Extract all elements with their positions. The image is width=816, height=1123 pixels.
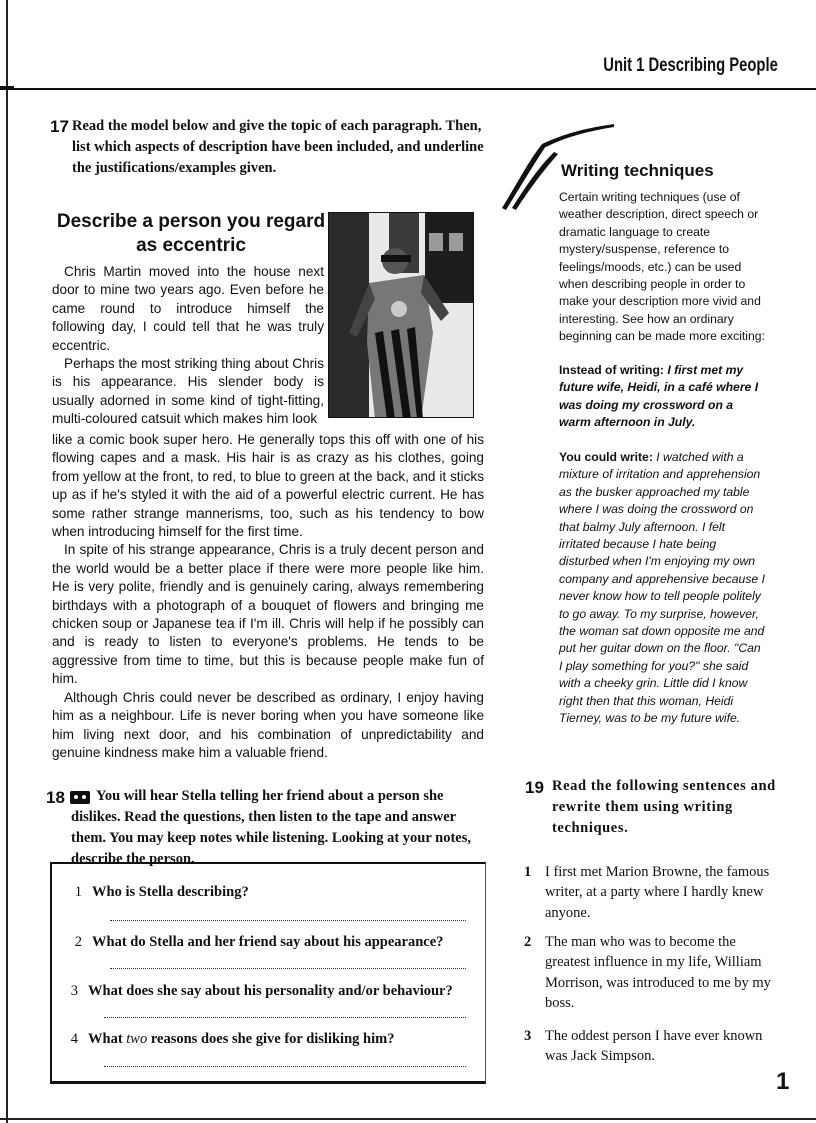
sentence-3 [524,1026,777,1067]
exercise-18-instructions: You will hear Stella telling her friend about a person she dislikes. Read the questions, then listen to the tape and answer them. You may keep notes while listening. Looking at your notes, describe the person. [71,788,471,867]
you-could-write-text: I watched with a mixture of irritation and apprehension as the busker approached my table where I was doing the crossword on that balmy July afternoon. I felt irritated because I hate being disturbed when I'm enjoying my own company and apprehensive because I never know how to tell people politely to go away. To my surprise, however, the woman sat down opposite me and put her guitar down on the floor. "Can I play something for you?" she said with a cheeky grin. Little did I know right then that this woman, Heidi Tierney, was to be my future wife. [559,450,765,726]
essay-paragraph-4: Although Chris could never be described as ordinary, I enjoy having him as a neighbour. Life is never boring when you have someone like him living next door, and his combination of unpredictability and genuine kindness make him a valuable friend. [52,689,484,760]
question-text-start: What [88,1031,127,1047]
answer-line-2[interactable] [110,968,466,969]
question-number: 1 [74,884,82,900]
essay-paragraph-1: Chris Martin moved into the house next door to mine two years ago. Even before he came round to introduce himself the following day, I could tell that he was truly eccentric. [52,264,324,353]
sentence-number: 1 [524,864,532,880]
instead-of-writing-text: I first met my future wife, Heidi, in a café where I was doing my crossword on a warm afternoon in July. [559,363,759,430]
essay-bottom-column [52,431,484,762]
exercise-19-number: 19 [525,778,544,797]
exercise-18-number: 18 [46,788,65,807]
essay-title: Describe a person you regard as eccentric [56,211,326,256]
exercise-19-instructions: Read the following sentences and rewrite them using writing techniques. [552,778,776,836]
answer-line-3[interactable] [104,1017,466,1018]
header-rule [0,88,816,90]
instead-of-writing-example [559,362,767,432]
photo-illustration [329,213,474,418]
question-text: Who is Stella describing? [92,884,249,900]
essay-paragraph-2-end: like a comic book super hero. He generally tops this off with one of his flowing capes and a mask. His hair is as crazy as his clothes, going from yellow at the front, to red, to blue to green at the back, and it sticks up as if he's styled it with the aid of a powerful electric current. He has some rather strange mannerisms, too, such as his tendency to bow when introducing himself for the first time. [52,432,484,540]
question-text-emphasis: two [126,1031,148,1047]
exercise-17-instructions: Read the model below and give the topic of each paragraph. Then, list which aspects of description have been included, and underline the justifications/examples given. [72,118,484,176]
question-3 [58,983,453,1000]
instead-of-writing-label: Instead of writing: [559,363,664,377]
answer-line-4[interactable] [104,1066,466,1067]
essay-top-column [52,263,324,429]
eccentric-person-photo [328,212,474,418]
sentence-text: The man who was to become the greatest influence in my life, William Morrison, was introduced to me by my boss. [545,934,771,1012]
unit-title: Unit 1 Describing People [603,55,778,76]
question-number: 3 [70,983,78,999]
you-could-write-example [559,449,767,728]
listening-questions-box [50,862,486,1084]
question-text-end: reasons does she give for disliking him? [147,1031,395,1047]
sentence-2 [524,932,777,1014]
writing-techniques-body: Certain writing techniques (use of weather description, direct speech or dramatic language to create mystery/suspense, reference to feelings/moods, etc.) can be used when describing people in order to make your description more vivid and interesting. See how an ordinary beginning can be made more exciting: [559,190,765,344]
question-2 [62,934,443,951]
sentence-1 [524,862,777,923]
you-could-write-label: You could write: [559,450,653,464]
exercise-17-number: 17 [50,117,69,136]
question-text: What does she say about his personality and/or behaviour? [88,983,453,999]
answer-line-1[interactable] [110,920,466,921]
question-4 [58,1031,394,1048]
question-number: 2 [74,934,82,950]
question-number: 4 [70,1031,78,1047]
page-left-border [6,0,8,1123]
question-1 [62,884,249,901]
essay-paragraph-2-start: Perhaps the most striking thing about Chris is his appearance. His slender body is usually adorned in some kind of tight-fitting, multi-coloured catsuit which makes him look [52,356,324,427]
essay-paragraph-3: In spite of his strange appearance, Chris is a truly decent person and the world would be a better place if there were more people like him. He is very polite, friendly and is genuinely caring, always remembering birthdays with a photograph of a bouquet of flowers and bringing me chicken soup or Japanese tea if I'm ill. Chris will help if he possibly can and is ready to listen to everyone's problems. He tends to be aggressive from time to time, but this is because people make fun of him. [52,542,484,687]
page-number: 1 [776,1068,790,1095]
sentence-text: I first met Marion Browne, the famous writer, at a party where I hardly knew anyone. [545,864,770,921]
sentence-text: The oddest person I have ever known was Jack Simpson. [545,1028,763,1065]
sentence-number: 2 [524,934,532,950]
question-text: What do Stella and her friend say about his appearance? [92,934,444,950]
writing-techniques-title: Writing techniques [561,161,714,180]
sentence-number: 3 [524,1028,532,1044]
footer-rule [0,1118,816,1120]
